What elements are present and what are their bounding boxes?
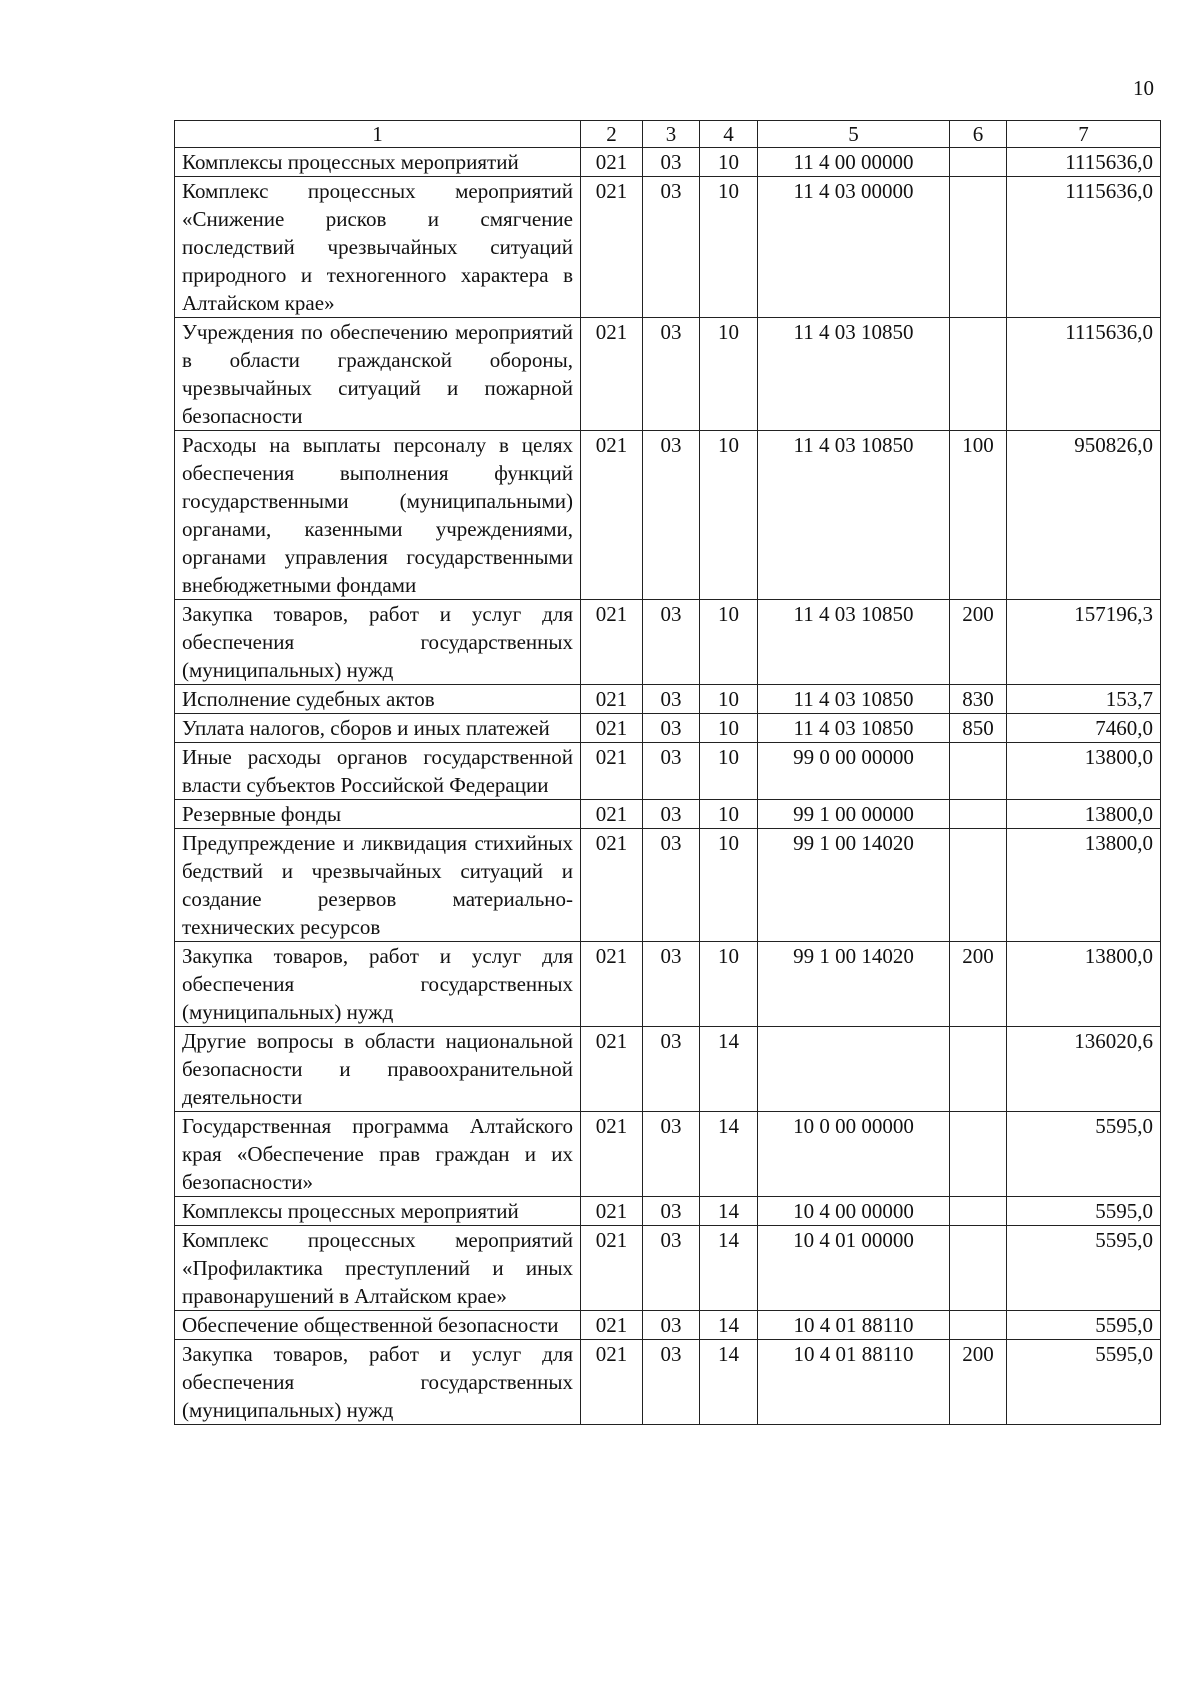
column-header-2: 2 [581,121,643,148]
section-code-cell: 03 [643,1226,700,1311]
department-code-cell: 021 [581,1027,643,1112]
item-name-cell: Исполнение судебных актов [175,685,581,714]
section-code-cell: 03 [643,1340,700,1425]
subsection-code-cell: 10 [700,318,758,431]
subsection-code-cell: 10 [700,600,758,685]
department-code-cell: 021 [581,148,643,177]
column-header-4: 4 [700,121,758,148]
section-code-cell: 03 [643,177,700,318]
item-name-cell: Комплексы процессных мероприятий [175,148,581,177]
target-article-cell: 99 1 00 00000 [758,800,950,829]
subsection-code-cell: 10 [700,431,758,600]
subsection-code-cell: 10 [700,177,758,318]
column-header-3: 3 [643,121,700,148]
department-code-cell: 021 [581,1311,643,1340]
department-code-cell: 021 [581,1226,643,1311]
expense-type-cell [950,1112,1007,1197]
amount-cell: 5595,0 [1007,1340,1161,1425]
amount-cell: 136020,6 [1007,1027,1161,1112]
item-name-cell: Резервные фонды [175,800,581,829]
target-article-cell: 10 4 01 88110 [758,1311,950,1340]
target-article-cell: 11 4 03 10850 [758,600,950,685]
expense-type-cell [950,743,1007,800]
item-name-cell: Комплекс процессных мероприятий «Снижение рисков и смягчение последствий чрезвычайных ситуаций природного и техногенного характера в Алтайском крае» [175,177,581,318]
column-header-6: 6 [950,121,1007,148]
expense-type-cell: 100 [950,431,1007,600]
department-code-cell: 021 [581,800,643,829]
expense-type-cell [950,148,1007,177]
table-row [175,1340,1161,1425]
amount-cell: 5595,0 [1007,1112,1161,1197]
subsection-code-cell: 10 [700,829,758,942]
item-name-cell: Закупка товаров, работ и услуг для обеспечения государственных (муниципальных) нужд [175,942,581,1027]
target-article-cell: 10 0 00 00000 [758,1112,950,1197]
expense-type-cell [950,1027,1007,1112]
section-code-cell: 03 [643,431,700,600]
subsection-code-cell: 14 [700,1112,758,1197]
target-article-cell: 10 4 00 00000 [758,1197,950,1226]
target-article-cell: 11 4 03 10850 [758,714,950,743]
item-name-cell: Обеспечение общественной безопасности [175,1311,581,1340]
table-row [175,685,1161,714]
column-header-1: 1 [175,121,581,148]
table-row [175,714,1161,743]
subsection-code-cell: 14 [700,1311,758,1340]
item-name-cell: Государственная программа Алтайского края «Обеспечение прав граждан и их безопасности» [175,1112,581,1197]
amount-cell: 13800,0 [1007,800,1161,829]
section-code-cell: 03 [643,1197,700,1226]
item-name-cell: Комплексы процессных мероприятий [175,1197,581,1226]
subsection-code-cell: 14 [700,1027,758,1112]
expense-type-cell: 200 [950,942,1007,1027]
item-name-cell: Расходы на выплаты персоналу в целях обеспечения выполнения функций государственными (муниципальными) органами, казенными учреждениями, органами управления государственными внебюджетными фондами [175,431,581,600]
amount-cell: 5595,0 [1007,1197,1161,1226]
department-code-cell: 021 [581,600,643,685]
department-code-cell: 021 [581,685,643,714]
subsection-code-cell: 14 [700,1226,758,1311]
item-name-cell: Иные расходы органов государственной власти субъектов Российской Федерации [175,743,581,800]
expense-type-cell: 850 [950,714,1007,743]
target-article-cell: 10 4 01 88110 [758,1340,950,1425]
subsection-code-cell: 14 [700,1197,758,1226]
section-code-cell: 03 [643,714,700,743]
section-code-cell: 03 [643,942,700,1027]
section-code-cell: 03 [643,1311,700,1340]
table-row [175,177,1161,318]
department-code-cell: 021 [581,1112,643,1197]
section-code-cell: 03 [643,685,700,714]
table-row [175,600,1161,685]
target-article-cell: 11 4 03 10850 [758,431,950,600]
table-row [175,800,1161,829]
item-name-cell: Комплекс процессных мероприятий «Профилактика преступлений и иных правонарушений в Алтайском крае» [175,1226,581,1311]
target-article-cell [758,1027,950,1112]
table-row [175,942,1161,1027]
amount-cell: 1115636,0 [1007,177,1161,318]
target-article-cell: 11 4 03 00000 [758,177,950,318]
table-row [175,1197,1161,1226]
target-article-cell: 10 4 01 00000 [758,1226,950,1311]
table-row [175,829,1161,942]
department-code-cell: 021 [581,829,643,942]
department-code-cell: 021 [581,177,643,318]
department-code-cell: 021 [581,1197,643,1226]
section-code-cell: 03 [643,600,700,685]
column-header-5: 5 [758,121,950,148]
amount-cell: 13800,0 [1007,743,1161,800]
department-code-cell: 021 [581,942,643,1027]
item-name-cell: Другие вопросы в области национальной безопасности и правоохранительной деятельности [175,1027,581,1112]
expense-type-cell: 830 [950,685,1007,714]
amount-cell: 950826,0 [1007,431,1161,600]
item-name-cell: Закупка товаров, работ и услуг для обеспечения государственных (муниципальных) нужд [175,600,581,685]
expense-type-cell [950,177,1007,318]
subsection-code-cell: 10 [700,800,758,829]
column-header-7: 7 [1007,121,1161,148]
budget-table [174,120,1161,1425]
page-number: 10 [1133,76,1154,100]
table-row [175,431,1161,600]
table-body [175,148,1161,1425]
expense-type-cell [950,1311,1007,1340]
expense-type-cell [950,829,1007,942]
amount-cell: 1115636,0 [1007,148,1161,177]
table-row [175,318,1161,431]
department-code-cell: 021 [581,318,643,431]
amount-cell: 5595,0 [1007,1226,1161,1311]
amount-cell: 5595,0 [1007,1311,1161,1340]
target-article-cell: 99 1 00 14020 [758,942,950,1027]
amount-cell: 7460,0 [1007,714,1161,743]
table-row [175,1226,1161,1311]
target-article-cell: 99 1 00 14020 [758,829,950,942]
expense-type-cell [950,318,1007,431]
section-code-cell: 03 [643,829,700,942]
amount-cell: 153,7 [1007,685,1161,714]
department-code-cell: 021 [581,714,643,743]
section-code-cell: 03 [643,743,700,800]
target-article-cell: 11 4 03 10850 [758,685,950,714]
amount-cell: 13800,0 [1007,942,1161,1027]
target-article-cell: 99 0 00 00000 [758,743,950,800]
department-code-cell: 021 [581,743,643,800]
expense-type-cell: 200 [950,1340,1007,1425]
department-code-cell: 021 [581,1340,643,1425]
header-row [175,121,1161,148]
table-row [175,1027,1161,1112]
section-code-cell: 03 [643,1027,700,1112]
subsection-code-cell: 10 [700,685,758,714]
item-name-cell: Закупка товаров, работ и услуг для обеспечения государственных (муниципальных) нужд [175,1340,581,1425]
section-code-cell: 03 [643,318,700,431]
expense-type-cell: 200 [950,600,1007,685]
section-code-cell: 03 [643,148,700,177]
department-code-cell: 021 [581,431,643,600]
subsection-code-cell: 10 [700,942,758,1027]
target-article-cell: 11 4 00 00000 [758,148,950,177]
expense-type-cell [950,800,1007,829]
table-row [175,148,1161,177]
table-row [175,1311,1161,1340]
amount-cell: 13800,0 [1007,829,1161,942]
table-row [175,1112,1161,1197]
expense-type-cell [950,1197,1007,1226]
expense-type-cell [950,1226,1007,1311]
section-code-cell: 03 [643,800,700,829]
amount-cell: 1115636,0 [1007,318,1161,431]
amount-cell: 157196,3 [1007,600,1161,685]
table-row [175,743,1161,800]
subsection-code-cell: 10 [700,148,758,177]
subsection-code-cell: 10 [700,714,758,743]
item-name-cell: Предупреждение и ликвидация стихийных бедствий и чрезвычайных ситуаций и создание резервов материально-технических ресурсов [175,829,581,942]
section-code-cell: 03 [643,1112,700,1197]
item-name-cell: Уплата налогов, сборов и иных платежей [175,714,581,743]
subsection-code-cell: 10 [700,743,758,800]
subsection-code-cell: 14 [700,1340,758,1425]
item-name-cell: Учреждения по обеспечению мероприятий в области гражданской обороны, чрезвычайных ситуаций и пожарной безопасности [175,318,581,431]
target-article-cell: 11 4 03 10850 [758,318,950,431]
